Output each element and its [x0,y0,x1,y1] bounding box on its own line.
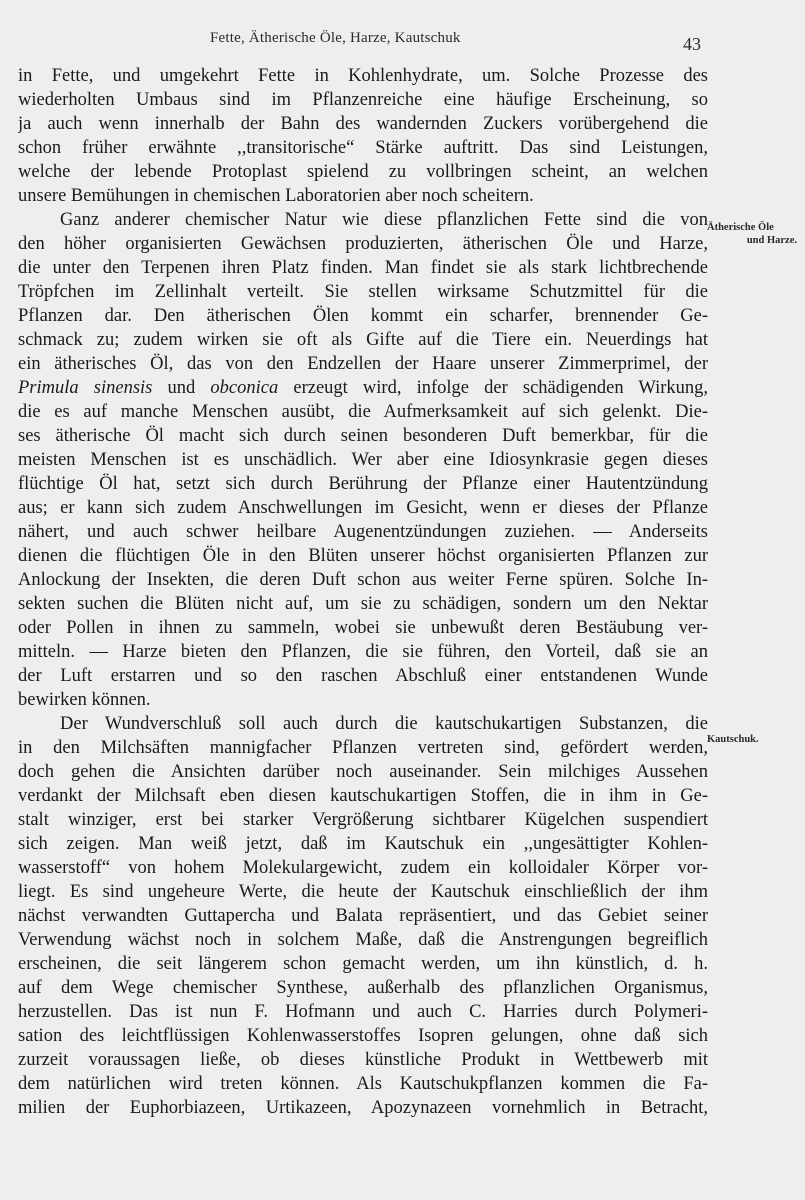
text-line: liegt. Es sind ungeheure Werte, die heute der Kautschuk einschließlich der ihm [18,882,708,902]
text-line: flüchtige Öl hat, setzt sich durch Berührung der Pflanze einer Hautentzündung [18,474,708,494]
text-line: ses ätherische Öl macht sich durch seinen besonderen Duft bemerkbar, für die [18,426,708,446]
text-line: meisten Menschen ist es unschädlich. Wer aber eine Idiosynkrasie gegen dieses [18,450,708,470]
text-line: in Fette, und umgekehrt Fette in Kohlenhydrate, um. Solche Prozesse des [18,66,708,86]
text-line: Ganz anderer chemischer Natur wie diese pflanzlichen Fette sind die von [60,210,708,230]
text-line: verdankt der Milchsaft eben diesen kautschukartigen Stoffen, die in ihm in Ge- [18,786,708,806]
text-line: dienen die flüchtigen Öle in den Blüten unserer höchst organisierten Pflanzen zur [18,546,708,566]
text-line: wasserstoff“ von hohem Molekulargewicht, zudem ein kolloidaler Körper vor- [18,858,708,878]
text-line: die es auf manche Menschen ausübt, die Aufmerksamkeit auf sich gelenkt. Die- [18,402,708,422]
text-line: Verwendung wächst noch in solchem Maße, daß die Anstrengungen begreiflich [18,930,708,950]
text-line: unsere Bemühungen in chemischen Laboratorien aber noch scheitern. [18,186,534,206]
text-line: aus; er kann sich zudem Anschwellungen im Gesicht, wenn er dieses der Pflanze [18,498,708,518]
text-line: die unter den Terpenen ihren Platz finden. Man findet sie als stark lichtbrechende [18,258,708,278]
text-line: erscheinen, die seit längerem schon gemacht werden, um ihn künstlich, d. h. [18,954,708,974]
text-line-primula: Primula sinensis und obconica erzeugt wird, infolge der schädigenden Wirkung, [18,378,708,398]
text-line: sich zeigen. Man weiß jetzt, daß im Kautschuk ein ,,ungesättigter Kohlen- [18,834,708,854]
text-line: bewirken können. [18,690,151,710]
text-line: dem natürlichen wird treten können. Als Kautschukpflanzen kommen die Fa- [18,1074,708,1094]
text-line: sation des leichtflüssigen Kohlenwasserstoffes Isopren gelungen, ohne daß sich [18,1026,708,1046]
text-line: auf dem Wege chemischer Synthese, außerhalb des pflanzlichen Organismus, [18,978,708,998]
body-text [18,64,708,1120]
running-title: Fette, Ätherische Öle, Harze, Kautschuk [210,30,461,46]
text-line: Der Wundverschluß soll auch durch die kautschukartigen Substanzen, die [60,714,708,734]
text-line: nähert, und auch schwer heilbare Augenentzündungen zuziehen. — Anderseits [18,522,708,542]
text-line: stalt winziger, erst bei starker Vergrößerung sichtbarer Kügelchen suspendiert [18,810,708,830]
margin-note-rubber: Kautschuk. [707,734,759,745]
text-line: ein ätherisches Öl, das von den Endzellen der Haare unserer Zimmerprimel, der [18,354,708,374]
text-line: Tröpfchen im Zellinhalt verteilt. Sie stellen wirksame Schutzmittel für die [18,282,708,302]
margin-note-oils: Ätherische Öle und Harze. [707,222,797,246]
text-line: zurzeit voraussagen ließe, ob dieses künstliche Produkt in Wettbewerb mit [18,1050,708,1070]
text-line: ja auch wenn innerhalb der Bahn des wandernden Zuckers vorübergehend die [18,114,708,134]
text-line: nächst verwandten Guttapercha und Balata repräsentiert, und das Gebiet seiner [18,906,708,926]
text-line: der Luft erstarren und so den raschen Abschluß einer entstandenen Wunde [18,666,708,686]
text-line: den höher organisierten Gewächsen produzierten, ätherischen Öle und Harze, [18,234,708,254]
text-line: oder Pollen in ihnen zu sammeln, wobei sie unbewußt deren Bestäubung ver- [18,618,708,638]
page-number: 43 [683,34,701,54]
text-line: Anlockung der Insekten, die deren Duft schon aus weiter Ferne spüren. Solche In- [18,570,708,590]
text-line: doch gehen die Ansichten darüber noch auseinander. Sein milchiges Aussehen [18,762,708,782]
text-line: welche der lebende Protoplast spielend zu vollbringen scheint, an welchen [18,162,708,182]
text-line: Pflanzen dar. Den ätherischen Ölen kommt ein scharfer, brennender Ge- [18,306,708,326]
text-line: herzustellen. Das ist nun F. Hofmann und auch C. Harries durch Polymeri- [18,1002,708,1022]
species-name: obconica [210,378,279,398]
text-line: schmack zu; zudem wirken sie oft als Gifte auf die Tiere ein. Neuerdings hat [18,330,708,350]
species-name: Primula sinensis [18,378,153,398]
text-line: schon früher erwähnte ,,transitorische“ Stärke auftritt. Das sind Leistungen, [18,138,708,158]
text-line: sekten suchen die Blüten nicht auf, um sie zu schädigen, sondern um den Nektar [18,594,708,614]
text-line: milien der Euphorbiazeen, Urtikazeen, Apozynazeen vornehmlich in Betracht, [18,1098,708,1118]
text-line: mitteln. — Harze bieten den Pflanzen, die sie führen, den Vorteil, daß sie an [18,642,708,662]
text-line: in den Milchsäften mannigfacher Pflanzen vertreten sind, gefördert werden, [18,738,708,758]
text-line: wiederholten Umbaus sind im Pflanzenreiche eine häufige Erscheinung, so [18,90,708,110]
